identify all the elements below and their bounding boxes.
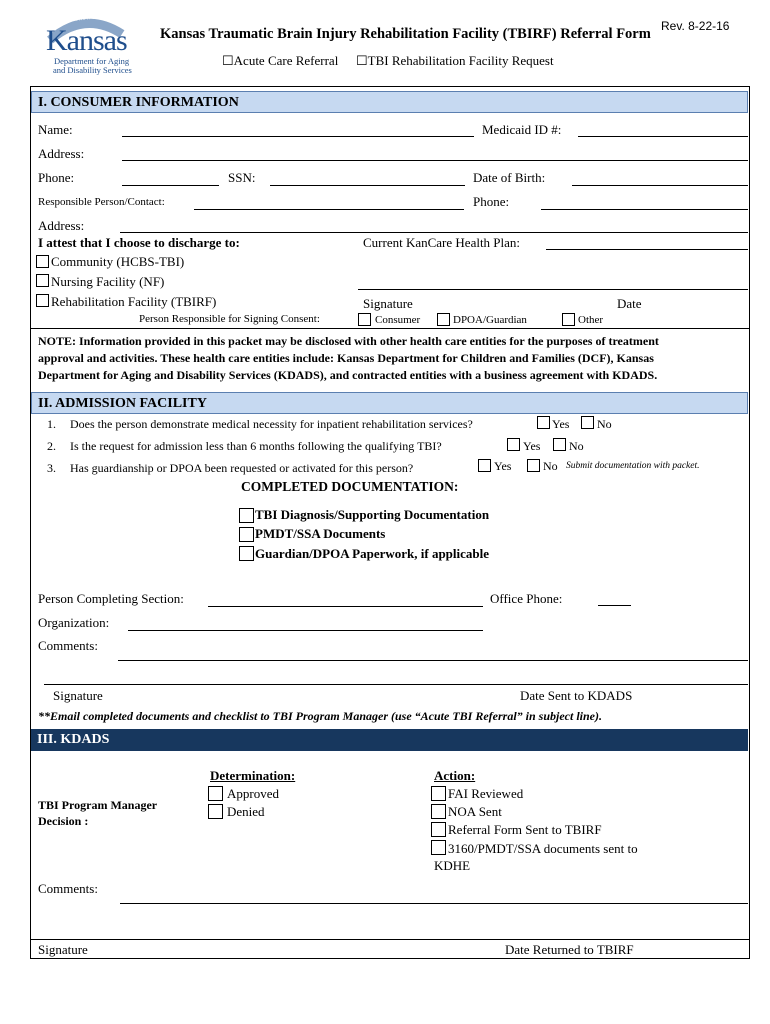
q3-yes-checkbox[interactable] (478, 459, 491, 472)
ssn-label: SSN: (228, 170, 256, 185)
note-line-3: Department for Aging and Disability Services (KDADS), and contracted entities with a business agreement with KDADS. (38, 368, 658, 382)
q2-no-label: No (569, 439, 584, 453)
office-phone-field[interactable] (598, 605, 631, 606)
signature-label: Signature (363, 296, 413, 311)
consent-other-checkbox[interactable] (562, 313, 575, 326)
acute-care-option[interactable]: ☐Acute Care Referral (222, 53, 339, 68)
section3-signature-line[interactable] (31, 939, 749, 940)
documents-sent-checkbox[interactable] (431, 840, 446, 855)
consent-consumer-label: Consumer (375, 314, 421, 326)
documents-sent-label-2: KDHE (434, 858, 471, 873)
referral-sent-checkbox[interactable] (431, 822, 446, 837)
date-sent-label: Date Sent to KDADS (520, 688, 633, 703)
pmdt-ssa-checkbox[interactable] (239, 527, 254, 542)
comments-label: Comments: (38, 638, 98, 653)
action-heading: Action: (434, 768, 476, 783)
kancare-field[interactable] (546, 249, 748, 250)
dob-label: Date of Birth: (473, 170, 546, 185)
logo-name: Kansas (46, 24, 127, 57)
kancare-label: Current KanCare Health Plan: (363, 235, 521, 250)
consent-dpoa-checkbox[interactable] (437, 313, 450, 326)
responsible-person-field[interactable] (194, 209, 464, 210)
organization-field[interactable] (128, 630, 483, 631)
noa-sent-label: NOA Sent (448, 804, 502, 819)
phone-field[interactable] (122, 185, 219, 186)
q1-no-checkbox[interactable] (581, 416, 594, 429)
tbi-diagnosis-label: TBI Diagnosis/Supporting Documentation (255, 507, 490, 522)
nursing-facility-checkbox[interactable] (36, 274, 49, 287)
q1-yes-checkbox[interactable] (537, 416, 550, 429)
address-label: Address: (38, 146, 85, 161)
responsible-address-label: Address: (38, 218, 85, 233)
date-returned-label: Date Returned to TBIRF (505, 942, 634, 957)
denied-label: Denied (227, 804, 265, 819)
fai-reviewed-label: FAI Reviewed (448, 786, 524, 801)
section-kdads-heading: III. KDADS (31, 729, 748, 751)
attest-label: I attest that I choose to discharge to: (38, 235, 240, 250)
address-field[interactable] (122, 160, 748, 161)
phone-label: Phone: (38, 170, 75, 185)
comments-field-line-2[interactable] (44, 684, 748, 685)
consent-consumer-checkbox[interactable] (358, 313, 371, 326)
question-3-text: Has guardianship or DPOA been requested or activated for this person? (70, 461, 414, 475)
responsible-person-label: Responsible Person/Contact: (38, 196, 165, 208)
guardian-dpoa-checkbox[interactable] (239, 546, 254, 561)
approved-label: Approved (227, 786, 279, 801)
section3-signature-label: Signature (38, 942, 88, 957)
rehab-request-option[interactable]: ☐TBI Rehabilitation Facility Request (356, 53, 554, 68)
q2-yes-label: Yes (523, 439, 541, 453)
fai-reviewed-checkbox[interactable] (431, 786, 446, 801)
person-completing-label: Person Completing Section: (38, 591, 184, 606)
section2-signature-label: Signature (53, 688, 103, 703)
q3-yes-label: Yes (494, 459, 512, 473)
logo-subtitle-1: Department for Aging (54, 56, 130, 66)
referral-sent-label: Referral Form Sent to TBIRF (448, 822, 602, 837)
q3-no-checkbox[interactable] (527, 459, 540, 472)
q2-no-checkbox[interactable] (553, 438, 566, 451)
consent-label: Person Responsible for Signing Consent: (139, 313, 320, 325)
q1-no-label: No (597, 417, 612, 431)
name-field[interactable] (122, 136, 474, 137)
date-label: Date (617, 296, 642, 311)
community-option-label: Community (HCBS-TBI) (51, 254, 185, 269)
logo-arc-text: AD ASTRA PER ASPERA (62, 12, 121, 24)
noa-sent-checkbox[interactable] (431, 804, 446, 819)
completed-documentation-heading: COMPLETED DOCUMENTATION: (241, 479, 459, 494)
organization-label: Organization: (38, 615, 110, 630)
q1-yes-label: Yes (552, 417, 570, 431)
question-1-text: Does the person demonstrate medical necessity for inpatient rehabilitation services? (70, 417, 473, 431)
medicaid-id-label: Medicaid ID #: (482, 122, 562, 137)
rehab-facility-option-label: Rehabilitation Facility (TBIRF) (51, 294, 217, 309)
name-label: Name: (38, 122, 73, 137)
q2-yes-checkbox[interactable] (507, 438, 520, 451)
program-manager-label-2: Decision : (38, 814, 89, 828)
tbi-diagnosis-checkbox[interactable] (239, 508, 254, 523)
community-checkbox[interactable] (36, 255, 49, 268)
ssn-field[interactable] (270, 185, 465, 186)
kansas-logo (30, 12, 140, 74)
question-1-number: 1. (47, 417, 56, 431)
section3-comments-label: Comments: (38, 881, 98, 896)
logo-subtitle-2: and Disability Services (53, 65, 132, 75)
email-instructions: **Email completed documents and checklist to TBI Program Manager (use “Acute TBI Referral” in subject line). (38, 709, 602, 723)
nursing-facility-option-label: Nursing Facility (NF) (51, 274, 165, 289)
note-line-1: NOTE: Information provided in this packet may be disclosed with other health care entities for the purposes of treatment (38, 334, 659, 348)
person-completing-field[interactable] (208, 606, 483, 607)
rehab-facility-checkbox[interactable] (36, 294, 49, 307)
office-phone-label: Office Phone: (490, 591, 563, 606)
pmdt-ssa-label: PMDT/SSA Documents (255, 526, 386, 541)
consent-dpoa-label: DPOA/Guardian (453, 314, 527, 326)
dob-field[interactable] (572, 185, 748, 186)
question-3-number: 3. (47, 461, 56, 475)
denied-checkbox[interactable] (208, 804, 223, 819)
revision-label: Rev. 8-22-16 (661, 19, 730, 33)
question-2-number: 2. (47, 439, 56, 453)
approved-checkbox[interactable] (208, 786, 223, 801)
form-title: Kansas Traumatic Brain Injury Rehabilitation Facility (TBIRF) Referral Form (160, 26, 651, 42)
consent-other-label: Other (578, 314, 604, 326)
guardian-dpoa-label: Guardian/DPOA Paperwork, if applicable (255, 546, 490, 561)
section-consumer-information-heading: I. CONSUMER INFORMATION (31, 91, 748, 113)
signature-field[interactable] (358, 289, 748, 290)
note-line-2: approval and activities. These health care entities include: Kansas Department for Children and Families (DCF), Kansas (38, 351, 654, 365)
consent-divider (31, 328, 749, 329)
program-manager-label-1: TBI Program Manager (38, 798, 158, 812)
medicaid-id-field[interactable] (578, 136, 748, 137)
responsible-phone-label: Phone: (473, 194, 510, 209)
submit-documentation-note: Submit documentation with packet. (566, 461, 700, 471)
comments-field-line-1[interactable] (118, 660, 748, 661)
determination-heading: Determination: (210, 768, 296, 783)
q3-no-label: No (543, 459, 558, 473)
documents-sent-label-1: 3160/PMDT/SSA documents sent to (448, 841, 638, 856)
responsible-phone-field[interactable] (541, 209, 748, 210)
responsible-address-field[interactable] (120, 232, 748, 233)
question-2-text: Is the request for admission less than 6 months following the qualifying TBI? (70, 439, 442, 453)
section-admission-facility-heading: II. ADMISSION FACILITY (31, 392, 748, 414)
section3-comments-field[interactable] (120, 903, 748, 904)
